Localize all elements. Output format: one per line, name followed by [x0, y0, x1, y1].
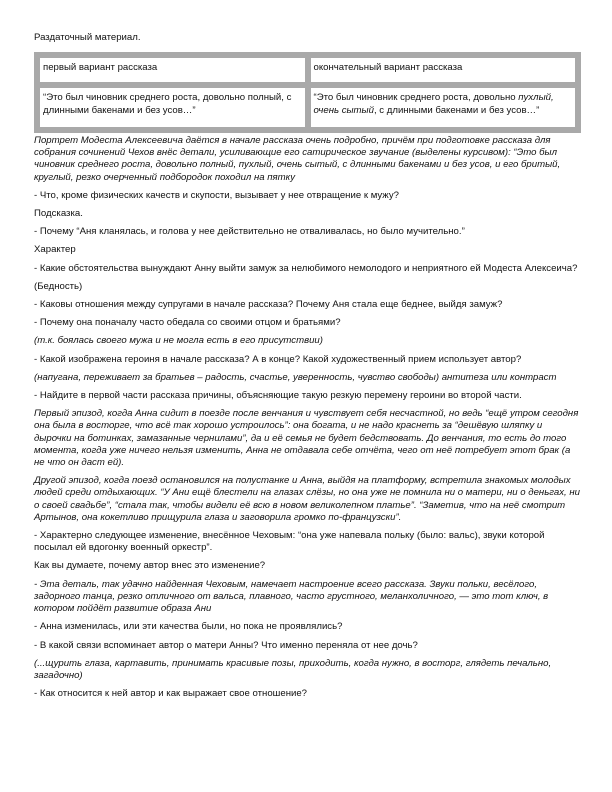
answer: (напугана, переживает за братьев – радость, счастье, уверенность, чувство свободы) антитеза или контраст	[34, 371, 557, 383]
paragraph: Портрет Модеста Алексеевича даётся в начале рассказа очень подробно, причём при подготовке рассказа для собрания сочинений Чехов внёс детали, усиливающие его сатирическое звучание (выделены курсивом): “Это был чиновник среднего роста, довольно полный, пухлый, очень сытый, с длинными бакенами и без усов, и его бритый, круглый, резко очерченный подбородок походил на пятку	[34, 135, 561, 183]
answer: - Эта деталь, так удачно найденная Чеховым, намечает настроение всего рассказа. Звуки польки, весёлого, задорного танца, резко отличного от вальса, плавного, часто грустного, меланхоличного, — это тот ключ, в котором пойдёт развитие образа Ани	[34, 578, 549, 615]
question: - В какой связи вспоминает автор о матери Анны? Что именно переняла от нее дочь?	[34, 639, 418, 651]
final-text-emphasis: пухлый, очень сытый	[313, 92, 554, 116]
paragraph: Первый эпизод, когда Анна сидит в поезде после венчания и чувствует себя несчастной, но ведь “ещё утром сегодня она была в восторге, что всё так хорошо устроилось”: она богата, и не надо краснеть за “дешёвую шляпку и дырочки на ботинках, замазанные чернилами”, да и её семья не будет бедствовать. До венчания, то есть до того момента, когда уже ничего нельзя изменить, Анна не отдавала себе отчёта, чего от неё потребует этот брак (а не что он даст ей).	[34, 408, 579, 469]
answer: (т.к. боялась своего мужа и не могла есть в его присутствии)	[34, 335, 323, 347]
paragraph: Другой эпизод, когда поезд остановился на полустанке и Анна, выйдя на платформу, встретила знакомых молодых людей среди отдыхающих. “У Ани ещё блестели на глазах слёзы, но она уже не помнила ни о матери, ни о деньгах, ни о своей свадьбе”, “стала так, чтобы видели её всю в новом великолепном платье”. “Заметив, что на неё смотрит Артынов, она кокетливо прищурила глаза и заговорила громко по-французски”.	[34, 475, 580, 523]
table-text-row	[37, 85, 578, 130]
question: - Анна изменилась, или эти качества были, но пока не проявлялись?	[34, 621, 343, 633]
question: - Каковы отношения между супругами в начале рассказа? Почему Аня стала еще беднее, выйдя замуж?	[34, 299, 503, 311]
table-header-row	[37, 55, 578, 85]
handout-page	[34, 32, 580, 706]
question: - Найдите в первой части рассказа причины, объясняющие такую резкую перемену героини во второй части.	[34, 390, 522, 402]
question: - Почему она поначалу часто обедала со своими отцом и братьями?	[34, 317, 341, 329]
question: Как вы думаете, почему автор внес это изменение?	[34, 560, 266, 572]
table-cell-first-version: “Это был чиновник среднего роста, довольно полный, с длинными бакенами и без усов…”	[37, 85, 308, 130]
question: - Как относится к ней автор и как выражает свое отношение?	[34, 688, 308, 700]
question: - Какие обстоятельства вынуждают Анну выйти замуж за нелюбимого немолодого и неприятного ей Модеста Алексеича?	[34, 262, 578, 274]
body-text	[34, 135, 580, 700]
answer: (...щурить глаза, картавить, принимать красивые позы, приходить, когда нужно, в восторг, глядеть печально, загадочно)	[34, 657, 552, 681]
paragraph: Характер	[34, 244, 76, 256]
question: - Характерно следующее изменение, внесённое Чеховым: “она уже напевала польку (было: вальс), звуки которой посылал ей вдогонку военный оркестр”.	[34, 530, 545, 554]
table-header-first-version: первый вариант рассказа	[37, 55, 308, 85]
table-cell-final-version	[308, 85, 579, 130]
question: - Какой изображена героиня в начале рассказа? А в конце? Какой художественный прием использует автор?	[34, 353, 522, 365]
final-text-end: , с длинными бакенами и без усов…”	[373, 104, 540, 116]
final-text-start: “Это был чиновник среднего роста, довольно	[313, 92, 519, 103]
question: - Что, кроме физических качеств и скупости, вызывает у нее отвращение к мужу?	[34, 189, 399, 201]
table-header-final-version: окончательный вариант рассказа	[308, 55, 579, 85]
paragraph: Подсказка.	[34, 208, 83, 220]
answer: (Бедность)	[34, 280, 83, 292]
question: - Почему “Аня кланялась, и голова у нее действительно не отваливалась, но было мучительно.”	[34, 226, 465, 238]
handout-title: Раздаточный материал.	[34, 32, 141, 43]
comparison-table	[34, 52, 581, 133]
